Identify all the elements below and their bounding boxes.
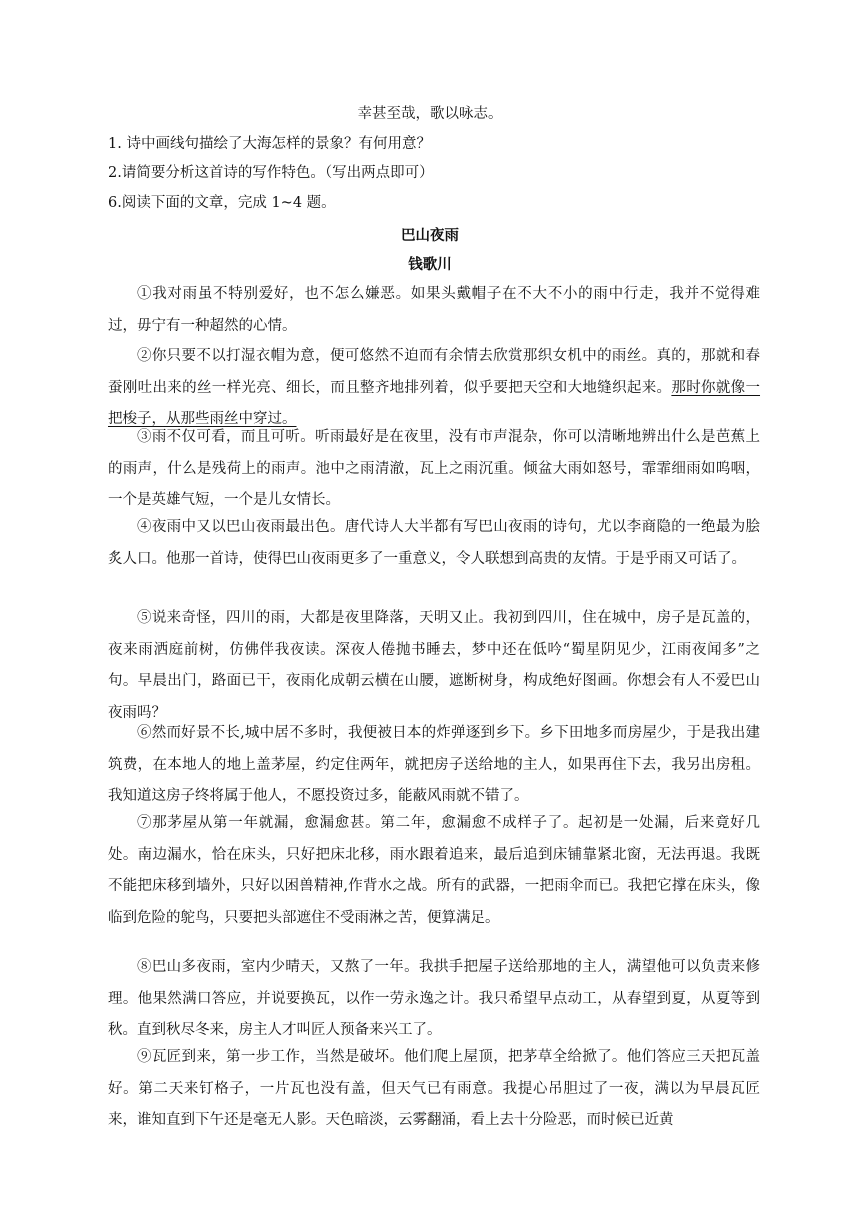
paragraph-1: ①我对雨虽不特别爱好，也不怎么嫌恶。如果头戴帽子在不大不小的雨中行走，我并不觉得难过，毋宁有一种超然的心情。 xyxy=(108,286,760,334)
paragraph-3: ③雨不仅可看，而且可听。听雨最好是在夜里，没有市声混杂，你可以清晰地辨出什么是芭蕉上的雨声，什么是残荷上的雨声。池中之雨清澈，瓦上之雨沉重。倾盆大雨如怒号，霏霏细雨如呜咽，一个是英雄气短，一个是儿女情长。 xyxy=(108,429,760,508)
question-1: 1. 诗中画线句描绘了大海怎样的景象？有何用意？ xyxy=(108,136,431,152)
paragraph-9: ⑨瓦匠到来，第一步工作，当然是破坏。他们爬上屋顶，把茅草全给掀了。他们答应三天把瓦盖好。第二天来钉格子，一片瓦也没有盖，但天气已有雨意。我提心吊胆过了一夜，满以为早晨瓦匠来，谁知直到下午还是毫无人影。天色暗淡，云雾翻涌，看上去十分险恶，而时候已近黄 xyxy=(108,1049,760,1128)
section-6-instruction: 6.阅读下面的文章，完成 1~4 题。 xyxy=(108,195,336,211)
poem-last-line: 幸甚至哉，歌以咏志。 xyxy=(357,106,503,122)
paragraph-7: ⑦那茅屋从第一年就漏，愈漏愈甚。第二年，愈漏愈不成样子了。起初是一处漏，后来竟好几处。南边漏水，恰在床头，只好把床北移，雨水跟着追来，最后追到床铺靠紧北窗，无法再退。我既不能把床移到墙外，只好以困兽精神,作背水之战。所有的武器，一把雨伞而已。我把它撑在床头，像临到危险的鸵鸟，只要把头部遮住不受雨淋之苦，便算满足。 xyxy=(108,815,760,926)
paragraph-8: ⑧巴山多夜雨，室内少晴天，又熬了一年。我拱手把屋子送给那地的主人，满望他可以负责来修理。他果然满口答应，并说要换瓦，以作一劳永逸之计。我只希望早点动工，从春望到夏，从夏等到秋。直到秋尽冬来，房主人才叫匠人预备来兴工了。 xyxy=(108,959,760,1038)
paragraph-4: ④夜雨中又以巴山夜雨最出色。唐代诗人大半都有写巴山夜雨的诗句，尤以李商隐的一绝最为脍炙人口。他那一首诗，使得巴山夜雨更多了一重意义，令人联想到高贵的友情。于是乎雨又可话了。 xyxy=(108,519,760,567)
paragraph-2-text: ②你只要不以打湿衣帽为意，便可悠然不迫而有余情去欣赏那织女机中的雨丝。真的，那就和春蚕刚吐出来的丝一样光亮、细长，而且整齐地排列着，似乎要把天空和大地缝织起来。 xyxy=(108,348,760,396)
question-2: 2.请简要分析这首诗的写作特色。（写出两点即可） xyxy=(108,165,434,181)
article-author: 钱歌川 xyxy=(408,256,452,273)
article-title: 巴山夜雨 xyxy=(401,227,459,244)
paragraph-5: ⑤说来奇怪，四川的雨，大都是夜里降落，天明又止。我初到四川，住在城中，房子是瓦盖的，夜来雨洒庭前树，仿佛伴我夜读。深夜人倦抛书睡去，梦中还在低吟“蜀星阴见少，江雨夜闻多”之句。早晨出门，路面已干，夜雨化成朝云横在山腰，遮断树身，构成绝好图画。你想会有人不爱巴山夜雨吗？ xyxy=(108,610,760,721)
paragraph-6: ⑥然而好景不长,城中居不多时，我便被日本的炸弹逐到乡下。乡下田地多而房屋少，于是我出建筑费，在本地人的地上盖茅屋，约定住两年，就把房子送给地的主人，如果再住下去，我另出房租。我知道这房子终将属于他人，不愿投资过多，能蔽风雨就不错了。 xyxy=(108,725,760,804)
underlined-sentence: 那时你就像一把梭子，从那些雨丝中穿过。 xyxy=(108,379,761,427)
